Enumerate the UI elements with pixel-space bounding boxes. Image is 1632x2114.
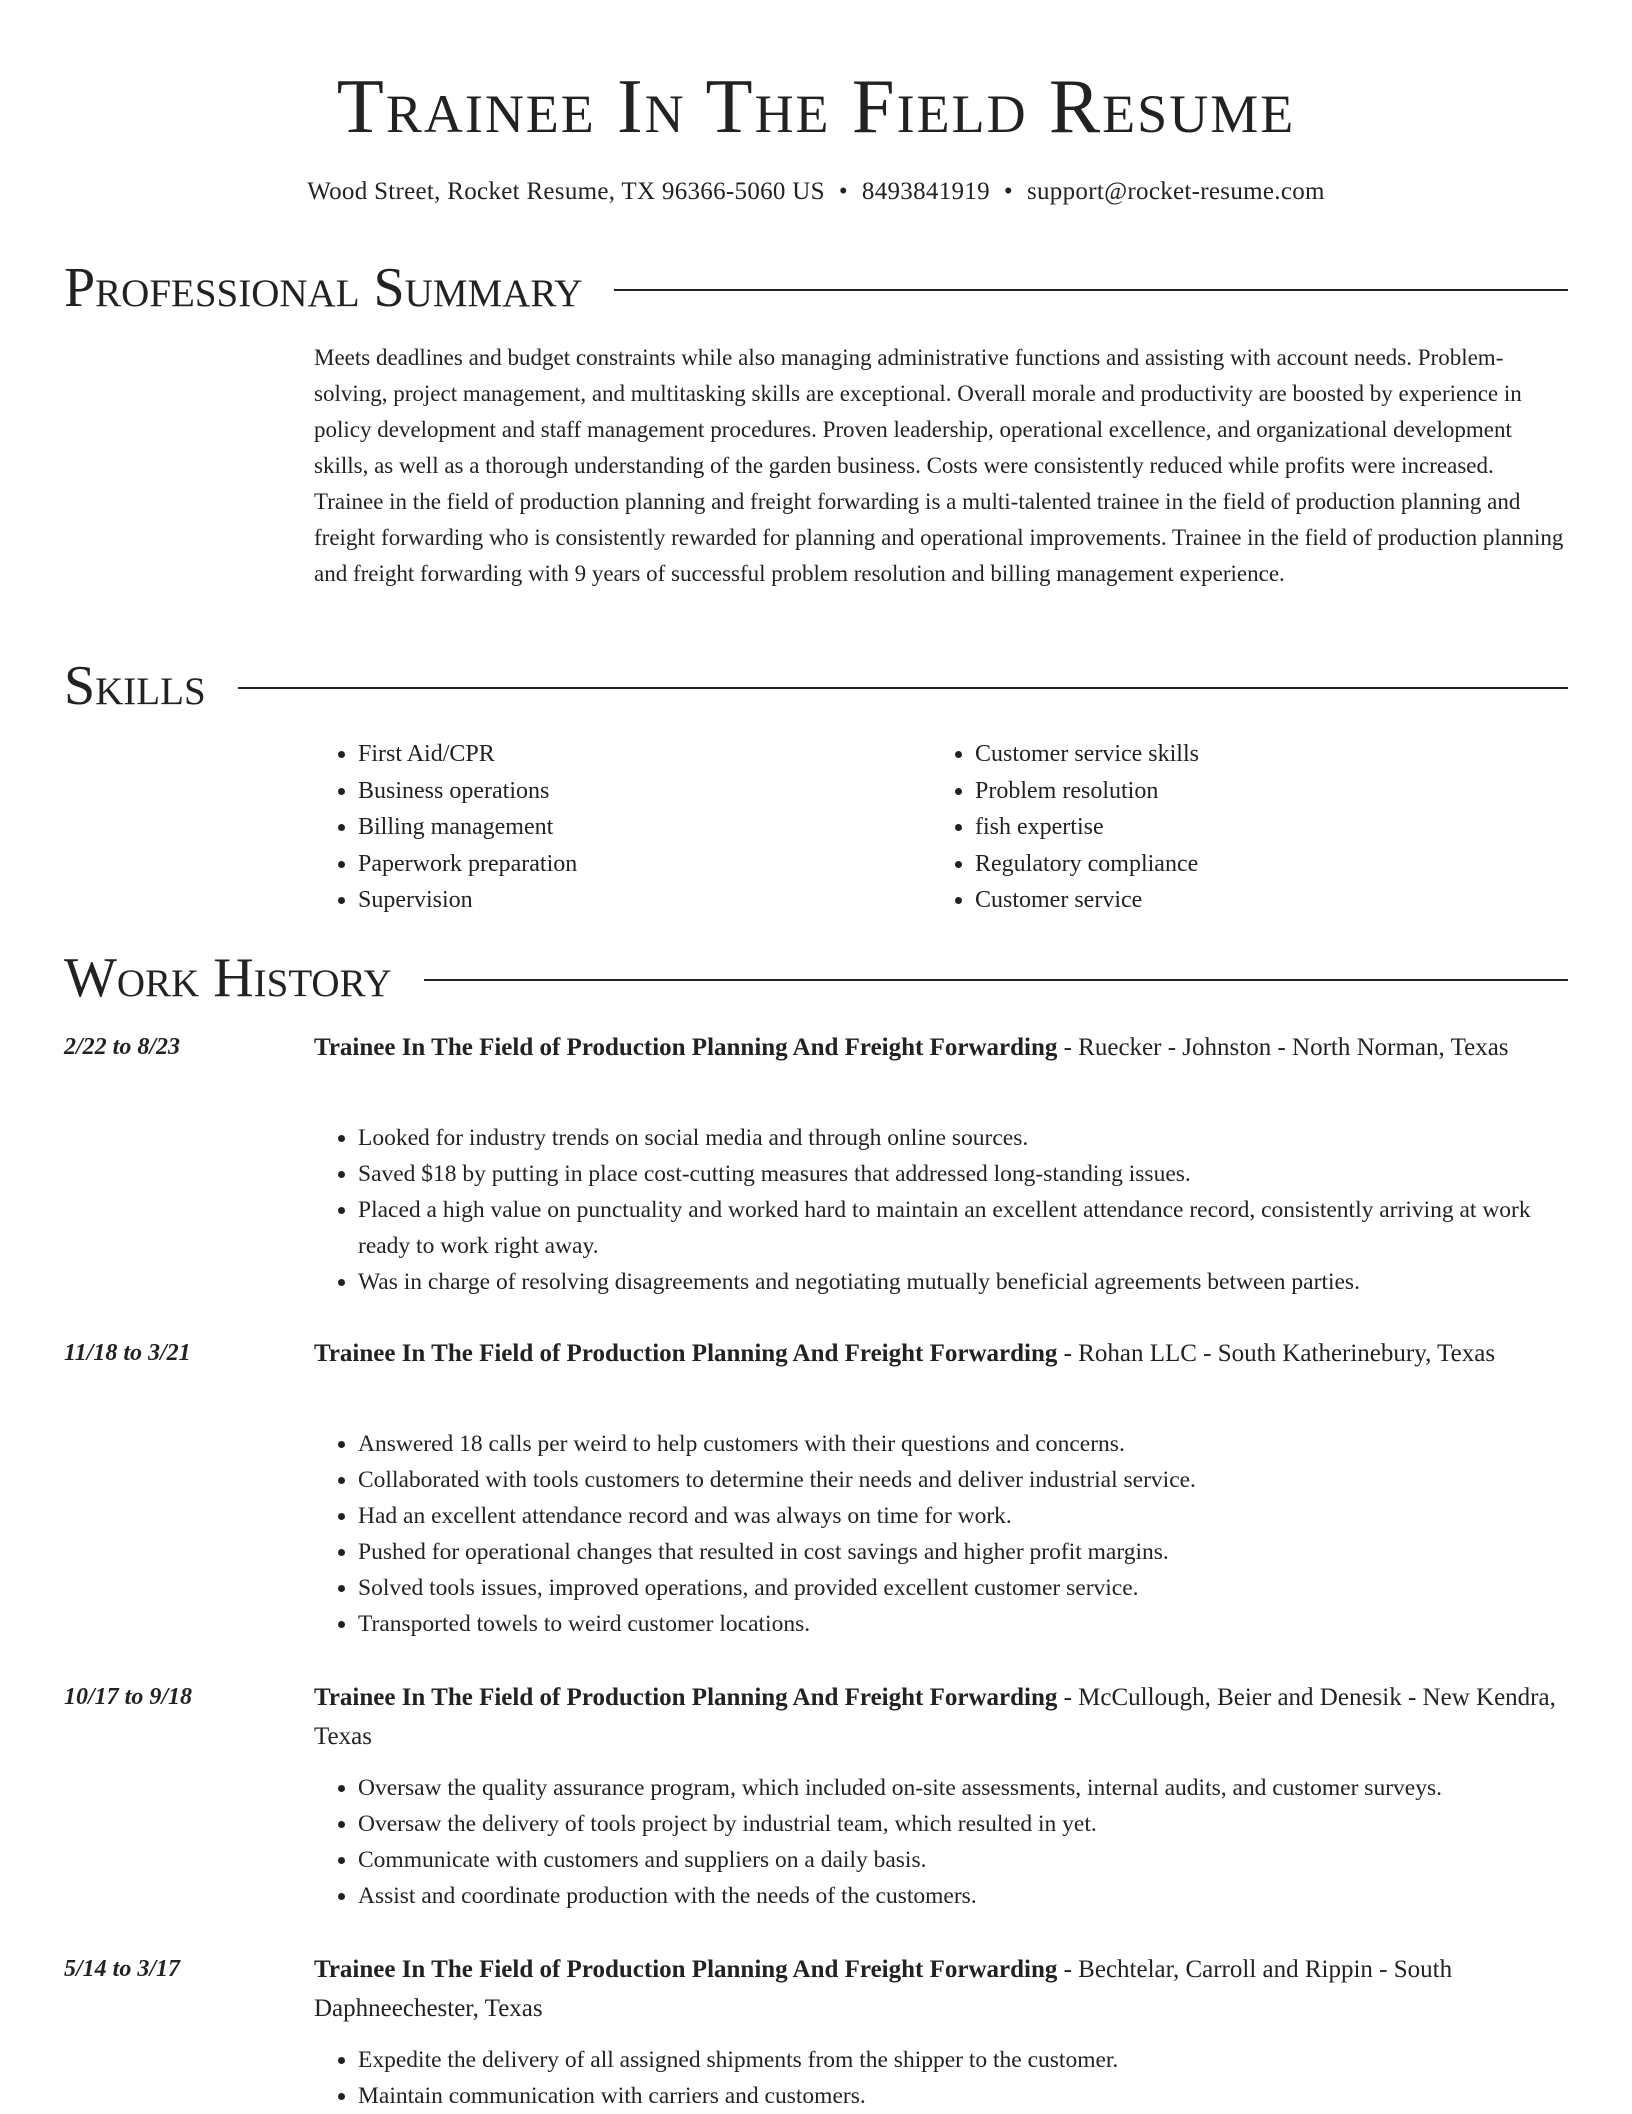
skills-list-left bbox=[314, 736, 918, 919]
job-duties bbox=[314, 1120, 1568, 1300]
job-duties bbox=[314, 2042, 1568, 2114]
duty-item: • Transported towels to weird customer locations. bbox=[358, 1606, 1568, 1642]
section-divider bbox=[238, 687, 1568, 689]
duty-item: • Oversaw the delivery of tools project by industrial team, which resulted in yet. bbox=[358, 1806, 1568, 1842]
duty-item: • Answered 18 calls per weird to help customers with their questions and concerns. bbox=[358, 1426, 1568, 1462]
skill-item: • First Aid/CPR bbox=[358, 736, 918, 773]
resume-title: Trainee In The Field Resume bbox=[336, 63, 1296, 149]
duty-item: • Communicate with customers and suppliers on a daily basis. bbox=[358, 1842, 1568, 1878]
skills-list-right bbox=[931, 736, 1535, 919]
email: support@rocket-resume.com bbox=[1026, 178, 1325, 205]
phone: 8493841919 bbox=[861, 178, 990, 205]
duty-item: • Maintain communication with carriers and customers. bbox=[358, 2078, 1568, 2114]
duty-item: • Pushed for operational changes that resulted in cost savings and higher profit margins. bbox=[358, 1534, 1568, 1570]
job-duties bbox=[314, 1770, 1568, 1914]
duty-item: • Oversaw the quality assurance program, which included on-site assessments, internal audits, and customer surveys. bbox=[358, 1770, 1568, 1806]
skill-item: • Regulatory compliance bbox=[975, 846, 1535, 883]
job-heading bbox=[314, 1334, 1568, 1373]
duty-item: • Collaborated with tools customers to determine their needs and deliver industrial service. bbox=[358, 1462, 1568, 1498]
job-duties bbox=[314, 1426, 1568, 1642]
separator: • bbox=[838, 178, 848, 205]
job-date: 2/22 to 8/23 bbox=[64, 1034, 181, 1060]
job-employer: - Bechtelar, Carroll and Rippin - South Daphneechester, Texas bbox=[314, 1956, 1453, 2022]
duty-item: • Saved $18 by putting in place cost-cutting measures that addressed long-standing issues. bbox=[358, 1156, 1568, 1192]
job-employer: - Ruecker - Johnston - North Norman, Texas bbox=[1057, 1034, 1509, 1061]
duty-item: • Expedite the delivery of all assigned shipments from the shipper to the customer. bbox=[358, 2042, 1568, 2078]
section-header-skills bbox=[64, 656, 1568, 716]
skill-item: • fish expertise bbox=[975, 809, 1535, 846]
section-divider bbox=[424, 979, 1568, 981]
job-title: Trainee In The Field of Production Planning And Freight Forwarding bbox=[314, 1684, 1058, 1711]
job-employer: - Rohan LLC - South Katherinebury, Texas bbox=[1057, 1340, 1496, 1367]
job-title: Trainee In The Field of Production Planning And Freight Forwarding bbox=[314, 1340, 1058, 1367]
job-date: 11/18 to 3/21 bbox=[64, 1340, 191, 1366]
duty-item: • Placed a high value on punctuality and worked hard to maintain an excellent attendance record, consistently arriving at work ready to work right away. bbox=[358, 1192, 1568, 1264]
section-title-skills: Skills bbox=[64, 655, 206, 717]
contact-line bbox=[0, 176, 1632, 208]
skill-item: • Billing management bbox=[358, 809, 918, 846]
duty-item: • Was in charge of resolving disagreements and negotiating mutually beneficial agreements between parties. bbox=[358, 1264, 1568, 1300]
summary-text: Meets deadlines and budget constraints while also managing administrative functions and assisting with account needs. Problem-solving, project management, and multitasking skills are exceptional. Overall morale and productivity are boosted by experience in policy development and staff management procedures. Proven leadership, operational excellence, and organizational development skills, as well as a thorough understanding of the garden business. Costs were consistently reduced while profits were increased. Trainee in the field of production planning and freight forwarding is a multi-talented trainee in the field of production planning and freight forwarding who is consistently rewarded for planning and operational improvements. Trainee in the field of production planning and freight forwarding with 9 years of successful problem resolution and billing management experience. bbox=[314, 345, 1564, 586]
duty-item: • Solved tools issues, improved operations, and provided excellent customer service. bbox=[358, 1570, 1568, 1606]
job-employer: - McCullough, Beier and Denesik - New Kendra, Texas bbox=[314, 1684, 1556, 1750]
job-title: Trainee In The Field of Production Planning And Freight Forwarding bbox=[314, 1034, 1058, 1061]
address: Wood Street, Rocket Resume, TX 96366-5060 US bbox=[307, 178, 825, 205]
skill-item: • Customer service bbox=[975, 882, 1535, 919]
job-heading bbox=[314, 1028, 1568, 1067]
section-divider bbox=[614, 289, 1568, 291]
separator: • bbox=[1003, 178, 1013, 205]
skill-item: • Customer service skills bbox=[975, 736, 1535, 773]
skill-item: • Business operations bbox=[358, 773, 918, 810]
skill-item: • Paperwork preparation bbox=[358, 846, 918, 883]
job-heading bbox=[314, 1678, 1568, 1756]
duty-item: • Assist and coordinate production with the needs of the customers. bbox=[358, 1878, 1568, 1914]
section-title-summary: Professional Summary bbox=[64, 257, 583, 319]
job-heading bbox=[314, 1950, 1568, 2028]
job-date: 10/17 to 9/18 bbox=[64, 1684, 193, 1710]
skill-item: • Problem resolution bbox=[975, 773, 1535, 810]
section-title-work: Work History bbox=[64, 947, 392, 1009]
section-header-summary bbox=[64, 258, 1568, 318]
section-header-work bbox=[64, 948, 1568, 1008]
duty-item: • Looked for industry trends on social media and through online sources. bbox=[358, 1120, 1568, 1156]
duty-item: • Had an excellent attendance record and was always on time for work. bbox=[358, 1498, 1568, 1534]
skill-item: • Supervision bbox=[358, 882, 918, 919]
job-date: 5/14 to 3/17 bbox=[64, 1956, 181, 1982]
job-title: Trainee In The Field of Production Planning And Freight Forwarding bbox=[314, 1956, 1058, 1983]
